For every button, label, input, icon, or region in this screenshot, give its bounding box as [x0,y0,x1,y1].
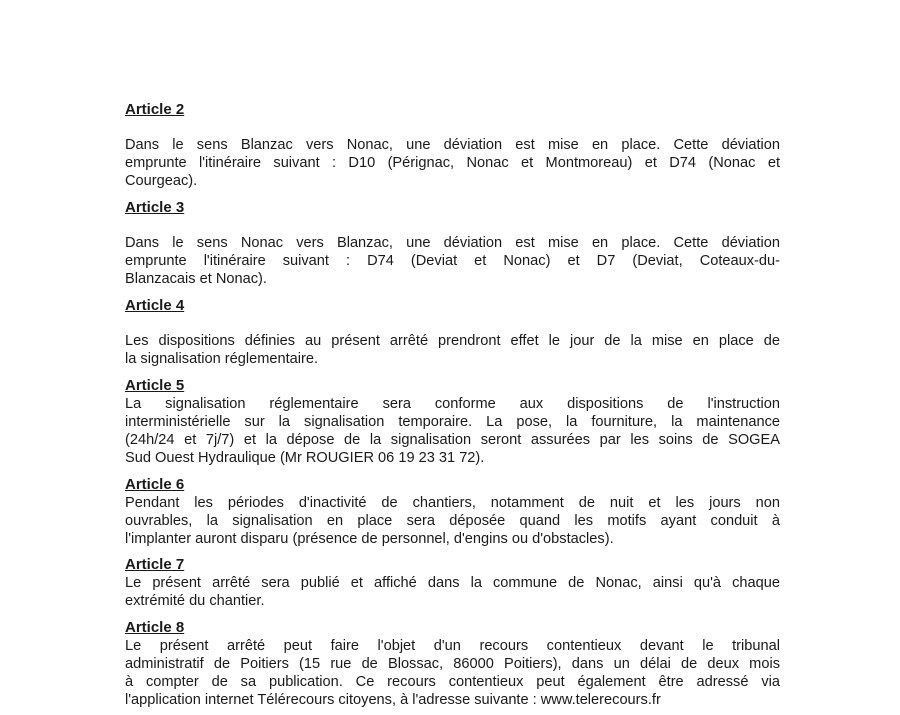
article-7 [125,556,780,610]
article-text-line: emprunte l'itinéraire suivant : D10 (Pérignac, Nonac et Montmoreau) et D74 (Nonac et [125,155,780,171]
article-heading: Article 7 [125,556,185,573]
article-heading: Article 5 [125,377,185,394]
article-text-line: administratif de Poitiers (15 rue de Blossac, 86000 Poitiers), dans un délai de deux mois [125,656,780,672]
article-text-line: la signalisation réglementaire. [125,351,319,367]
article-heading: Article 3 [125,199,185,216]
article-2 [125,101,780,190]
article-text-line: Les dispositions définies au présent arrêté prendront effet le jour de la mise en place de [125,333,780,349]
article-heading: Article 2 [125,101,185,118]
article-text-line: Dans le sens Blanzac vers Nonac, une déviation est mise en place. Cette déviation [125,137,780,153]
article-text-line: interministérielle sur la signalisation temporaire. La pose, la fourniture, la maintenance [125,414,780,430]
article-text-line: Sud Ouest Hydraulique (Mr ROUGIER 06 19 23 31 72). [125,450,485,466]
article-text-line: Pendant les périodes d'inactivité de chantiers, notamment de nuit et les jours non [125,495,780,511]
article-text-line: ouvrables, la signalisation en place sera déposée quand les motifs ayant conduit à [125,513,780,529]
article-text-line: (24h/24 et 7j/7) et la dépose de la signalisation seront assurées par les soins de SOGEA [125,432,780,448]
article-text-line: Le présent arrêté sera publié et affiché dans la commune de Nonac, ainsi qu'à chaque [125,575,780,591]
article-5 [125,377,780,467]
article-text-line: La signalisation réglementaire sera conforme aux dispositions de l'instruction [125,396,780,412]
article-text-line: Blanzacais et Nonac). [125,271,267,287]
article-text-line: Le présent arrêté peut faire l'objet d'un recours contentieux devant le tribunal [125,638,780,654]
article-text-line: extrémité du chantier. [125,593,265,609]
article-text-line: Dans le sens Nonac vers Blanzac, une déviation est mise en place. Cette déviation [125,235,780,251]
article-text-line: Courgeac). [125,173,198,189]
article-text-line: l'application internet Télérecours citoyens, à l'adresse suivante : www.telerecours.fr [125,692,661,708]
article-8 [125,619,780,709]
article-heading: Article 4 [125,297,185,314]
article-4 [125,297,780,368]
article-heading: Article 6 [125,476,185,493]
article-heading: Article 8 [125,619,185,636]
article-text-line: à compter de sa publication. Ce recours contentieux peut également être adressé via [125,674,780,690]
article-6 [125,476,780,548]
article-3 [125,199,780,288]
article-text-line: l'implanter auront disparu (présence de personnel, d'engins ou d'obstacles). [125,531,614,547]
article-text-line: emprunte l'itinéraire suivant : D74 (Deviat et Nonac) et D7 (Deviat, Coteaux-du- [125,253,780,269]
